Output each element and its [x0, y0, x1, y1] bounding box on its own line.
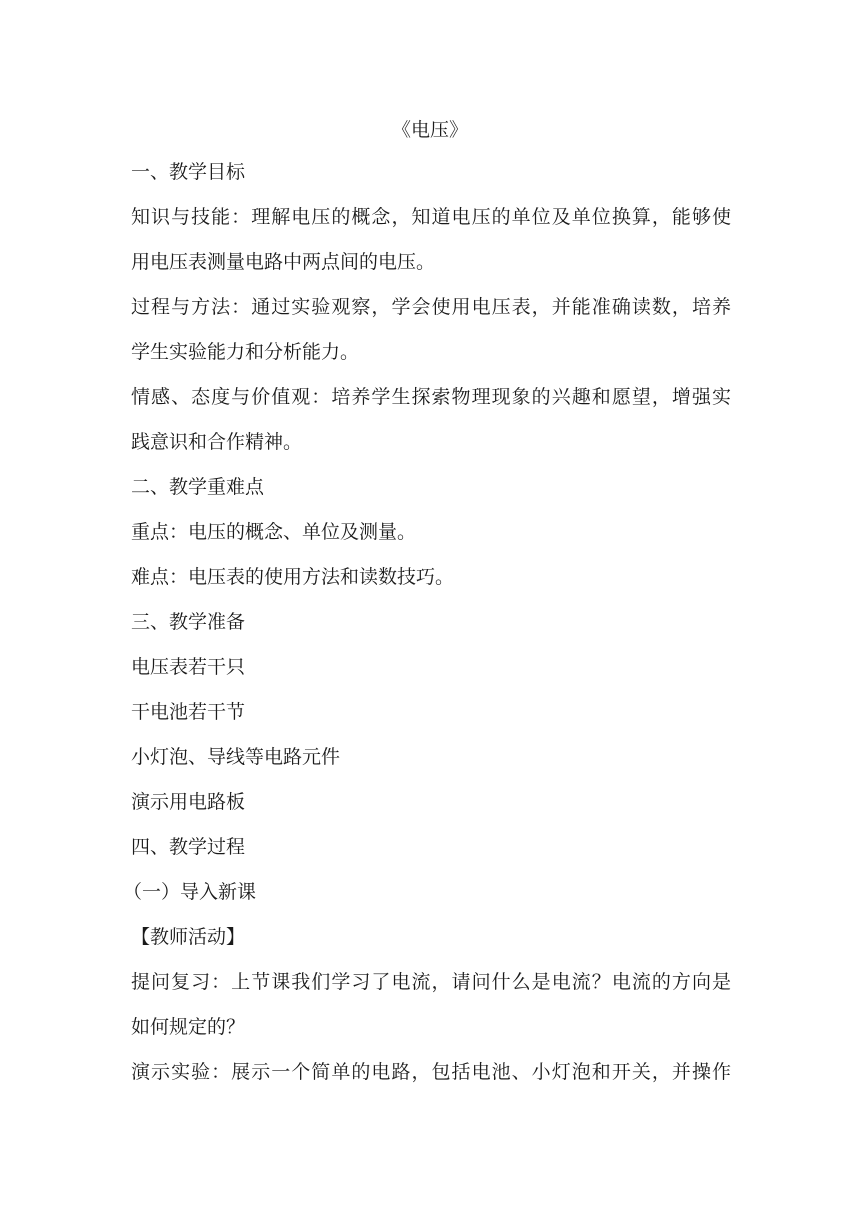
- section-heading-objectives: 一、教学目标: [131, 161, 246, 183]
- list-item: 干电池若干节: [131, 701, 246, 723]
- paragraph-line: 知识与技能：理解电压的概念，知道电压的单位及单位换算，能够使: [131, 206, 731, 228]
- subsection-heading: （一）导入新课: [123, 881, 257, 903]
- paragraph-line: 践意识和合作精神。: [131, 431, 303, 453]
- section-heading-process: 四、教学过程: [131, 836, 246, 858]
- list-item: 演示用电路板: [131, 791, 246, 813]
- paragraph-line: 过程与方法：通过实验观察，学会使用电压表，并能准确读数，培养: [131, 296, 731, 318]
- section-heading-preparation: 三、教学准备: [131, 611, 246, 633]
- section-heading-key-points: 二、教学重难点: [131, 476, 265, 498]
- document-title: 《电压》: [391, 119, 468, 141]
- paragraph-line: 如何规定的？: [131, 1016, 246, 1038]
- paragraph-line: 提问复习：上节课我们学习了电流，请问什么是电流？电流的方向是: [131, 971, 731, 993]
- list-item: 小灯泡、导线等电路元件: [131, 746, 341, 768]
- paragraph-line: 情感、态度与价值观：培养学生探索物理现象的兴趣和愿望，增强实: [131, 386, 731, 408]
- activity-heading: 【教师活动】: [131, 926, 246, 948]
- paragraph-line: 学生实验能力和分析能力。: [131, 341, 360, 363]
- paragraph-line: 用电压表测量电路中两点间的电压。: [131, 251, 436, 273]
- list-item: 电压表若干只: [131, 656, 246, 678]
- paragraph-line: 演示实验：展示一个简单的电路，包括电池、小灯泡和开关，并操作: [131, 1061, 731, 1083]
- paragraph-line: 重点：电压的概念、单位及测量。: [131, 521, 417, 543]
- paragraph-line: 难点：电压表的使用方法和读数技巧。: [131, 566, 455, 588]
